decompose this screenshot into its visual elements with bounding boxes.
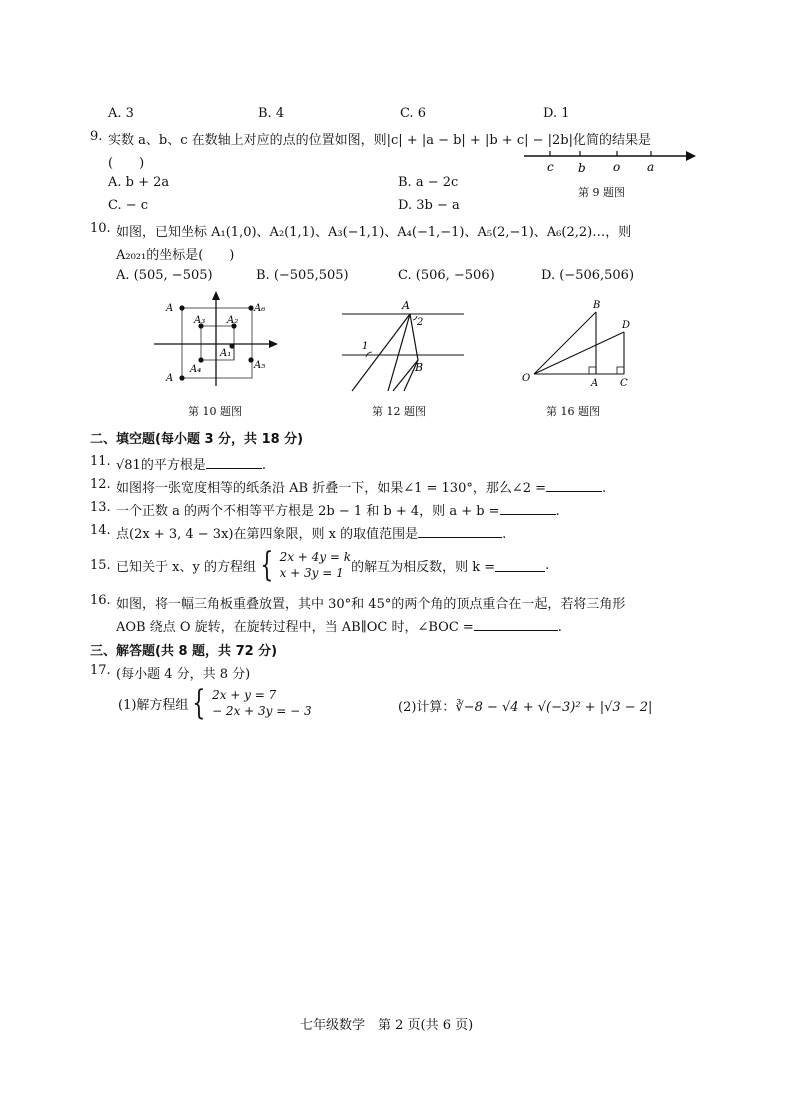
fig12-folded-strip: [338, 296, 468, 396]
q10-option-a: A. (505, −505): [116, 268, 213, 283]
page-footer: 七年级数学 第 2 页(共 6 页): [300, 1018, 474, 1033]
q9-label-c: c: [547, 160, 554, 174]
q11-number: 11.: [90, 454, 111, 469]
q10-number: 10.: [90, 221, 111, 236]
q9-text: 实数 a、b、c 在数轴上对应的点的位置如图，则|c| + |a − b| + |b + c| − |2b|化简的结果是: [108, 133, 651, 148]
q9-paren: ( ): [108, 156, 145, 171]
q17-part1-equation-system: { 2x + y = 7 − 2x + 3y = − 3: [192, 683, 312, 723]
fig12-label-b: B: [415, 361, 424, 374]
fig16-triangle-diagram: [520, 296, 640, 390]
q15-eq1: 2x + 4y = k: [279, 550, 352, 564]
q15-mid: 的解互为相反数，则 k =: [351, 559, 496, 575]
q8-option-b: B. 4: [258, 106, 285, 121]
q15-post: .: [545, 557, 550, 573]
q9-label-o: o: [613, 160, 621, 174]
q12-post: .: [602, 481, 607, 496]
q17-part1-eq1: 2x + y = 7: [212, 688, 277, 702]
q17-part1: [118, 683, 312, 723]
fig16-label-b: B: [593, 300, 601, 311]
fig10-coordinate-diagram: [150, 288, 280, 388]
fig10-label-a3: A₃: [194, 315, 206, 326]
fig12-label-2: 2: [417, 317, 424, 328]
q17-part2-label: (2)计算：: [398, 700, 456, 715]
q15-pre: 已知关于 x、y 的方程组: [116, 559, 256, 575]
fig10-label-a6: A₆: [254, 303, 266, 314]
q17-part1-eq2: − 2x + 3y = − 3: [212, 704, 312, 718]
q10-option-b: B. (−505,505): [256, 268, 349, 283]
fig10-label-a5: A₅: [254, 360, 266, 371]
fig10-label-a2: A₂: [227, 315, 239, 326]
q10-text-line1: 如图，已知坐标 A₁(1,0)、A₂(1,1)、A₃(−1,1)、A₄(−1,−1)、A₅(2,−1)、A₆(2,2)…，则: [116, 225, 632, 240]
fig16-label-d: D: [622, 320, 631, 331]
svg-text:A: A: [166, 373, 174, 384]
fig10-label-a4: A₄: [190, 364, 202, 375]
q16-answer-blank[interactable]: [474, 618, 558, 631]
q13-answer-blank[interactable]: [500, 502, 556, 515]
q11-post: .: [261, 458, 266, 473]
q13-text: [116, 500, 560, 519]
q9-option-d: D. 3b − a: [398, 198, 460, 213]
q13-pre: 一个正数 a 的两个不相等平方根是 2b − 1 和 b + 4，则 a + b =: [116, 504, 500, 519]
q11-answer-blank[interactable]: [206, 456, 262, 469]
q8-option-c: C. 6: [400, 106, 427, 121]
q9-label-a: a: [647, 160, 655, 174]
q9-caption: 第 9 题图: [578, 186, 625, 199]
q16-post: .: [557, 620, 562, 635]
q9-option-a: A. b + 2a: [108, 175, 170, 190]
q16-line2: AOB 绕点 O 旋转，在旋转过程中，当 AB∥OC 时，∠BOC =: [116, 620, 474, 635]
q12-text: [116, 477, 606, 496]
q11-pre: √81的平方根是: [116, 458, 206, 473]
fig16-label-a: A: [591, 378, 599, 389]
q14-post: .: [502, 527, 507, 542]
q12-number: 12.: [90, 477, 111, 492]
q11-text: [116, 454, 266, 473]
q16-number: 16.: [90, 593, 111, 608]
svg-text:A: A: [166, 303, 174, 314]
q14-pre: 点(2x + 3, 4 − 3x)在第四象限，则 x 的取值范围是: [116, 527, 419, 542]
fig12-label-1: 1: [362, 341, 369, 352]
q15-text: [116, 545, 550, 585]
q9-option-c: C. − c: [108, 198, 149, 213]
fig12-caption: 第 12 题图: [372, 405, 426, 418]
q12-answer-blank[interactable]: [546, 479, 602, 492]
q14-number: 14.: [90, 523, 111, 538]
q8-option-a: A. 3: [108, 106, 134, 121]
q17-part2: [398, 696, 652, 715]
q15-equation-system: { 2x + 4y = k x + 3y = 1: [260, 545, 352, 585]
q16-text-line1: 如图，将一幅三角板重叠放置，其中 30°和 45°的两个角的顶点重合在一起，若将三角形: [116, 597, 626, 612]
q9-number: 9.: [90, 129, 103, 144]
q9-number-line: [520, 146, 700, 176]
q17-part2-expression: ∛−8 − √4 + √(−3)² + |√3 − 2|: [455, 700, 653, 715]
fig10-label-a1: A₁: [220, 348, 232, 359]
q8-option-d: D. 1: [543, 106, 570, 121]
fig16-label-o: O: [522, 373, 531, 384]
q14-text: [116, 523, 506, 542]
q10-option-d: D. (−506,506): [541, 268, 635, 283]
q15-eq2: x + 3y = 1: [279, 566, 344, 580]
q10-option-c: C. (506, −506): [398, 268, 495, 283]
fig12-label-a: A: [402, 299, 410, 312]
q15-number: 15.: [90, 558, 111, 573]
q12-pre: 如图将一张宽度相等的纸条沿 AB 折叠一下，如果∠1 = 130°，那么∠2 =: [116, 481, 547, 496]
fig16-caption: 第 16 题图: [546, 405, 600, 418]
q13-number: 13.: [90, 500, 111, 515]
q9-option-b: B. a − 2c: [398, 175, 459, 190]
q10-text-line2: A₂₀₂₁的坐标是( ): [116, 248, 235, 263]
q9-label-b: b: [578, 161, 586, 175]
q17-header: (每小题 4 分，共 8 分): [116, 667, 251, 682]
section-3-title: 三、解答题(共 8 题，共 72 分): [90, 644, 278, 659]
q17-number: 17.: [90, 663, 111, 678]
fig16-label-c: C: [620, 378, 628, 389]
fig10-caption: 第 10 题图: [188, 405, 242, 418]
q16-text-line2: [116, 616, 562, 635]
q14-answer-blank[interactable]: [418, 525, 502, 538]
q15-answer-blank[interactable]: [495, 559, 545, 572]
section-2-title: 二、填空题(每小题 3 分，共 18 分): [90, 432, 304, 447]
q17-part1-label: (1)解方程组: [118, 697, 189, 713]
q13-post: .: [555, 504, 560, 519]
